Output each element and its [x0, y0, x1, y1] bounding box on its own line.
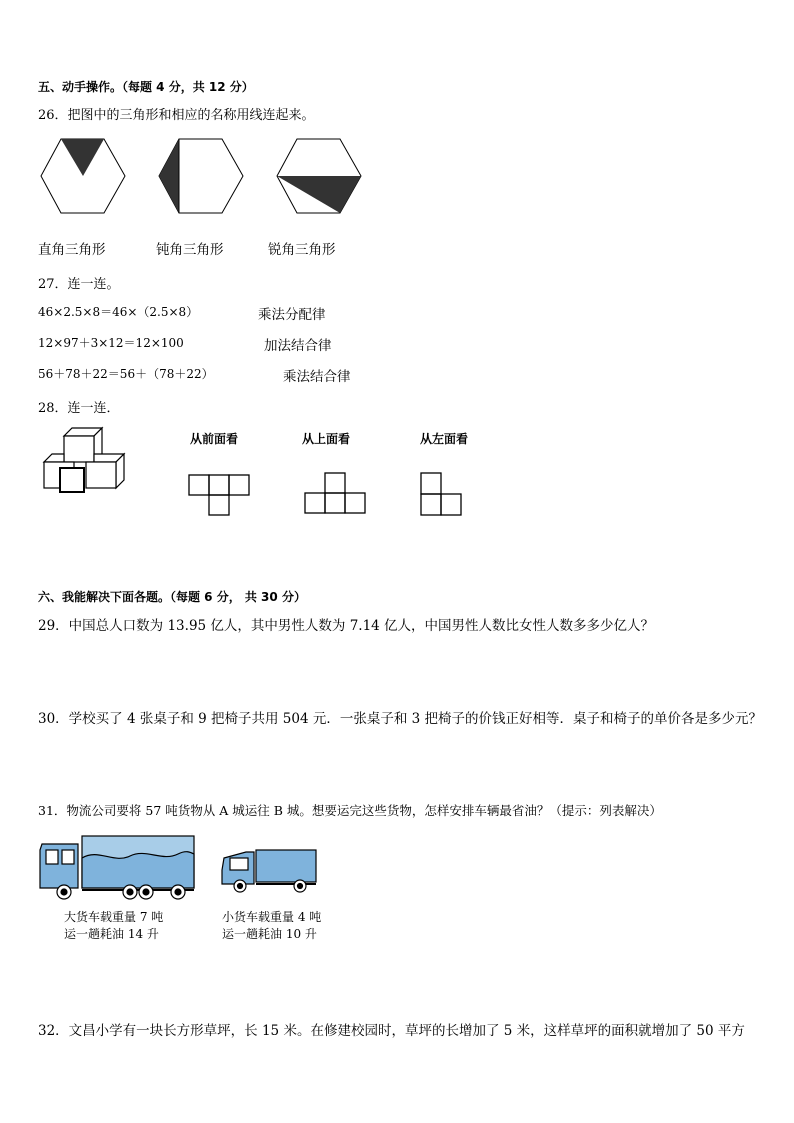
shape-front-view[interactable]	[188, 474, 250, 516]
view-top-label[interactable]: 从上面看	[302, 432, 351, 446]
label-acute-triangle[interactable]: 锐角三角形	[268, 242, 336, 258]
label-right-triangle[interactable]: 直角三角形	[38, 242, 106, 258]
small-truck-capacity: 小货车载重量 4 吨	[222, 910, 322, 924]
q27-law-1[interactable]: 乘法分配律	[258, 307, 326, 323]
hexagon-acute-triangle-figure[interactable]	[276, 138, 362, 214]
q29-stem: 29．中国总人口数为 13.95 亿人，其中男性人数为 7.14 亿人，中国男性人数比女性人数多多少亿人？	[38, 618, 655, 634]
hexagon-right-triangle-figure[interactable]	[40, 138, 126, 214]
q27-equation-2[interactable]: 12×97＋3×12＝12×100	[38, 336, 184, 350]
section6-heading: 六、我能解决下面各题。（每题 6 分， 共 30 分）	[38, 590, 306, 604]
big-truck-icon	[38, 834, 198, 904]
cube-stack-figure	[42, 428, 138, 494]
view-front-label[interactable]: 从前面看	[190, 432, 239, 446]
q27-law-3[interactable]: 乘法结合律	[283, 369, 351, 385]
q27-stem: 27．连一连。	[38, 277, 120, 292]
q32-stem: 32．文昌小学有一块长方形草坪，长 15 米。在修建校园时，草坪的长增加了 5 米，这样草坪的面积就增加了 50 平方	[38, 1023, 745, 1039]
big-truck-capacity: 大货车载重量 7 吨	[64, 910, 164, 924]
shape-left-view[interactable]	[420, 472, 462, 516]
q27-equation-3[interactable]: 56＋78＋22＝56＋（78＋22）	[38, 367, 214, 381]
small-truck-icon	[220, 846, 320, 894]
q27-law-2[interactable]: 加法结合律	[264, 338, 332, 354]
q26-stem: 26．把图中的三角形和相应的名称用线连起来。	[38, 108, 315, 123]
shape-top-view[interactable]	[304, 472, 366, 514]
q31-stem: 31．物流公司要将 57 吨货物从 A 城运往 B 城。想要运完这些货物，怎样安排车辆最省油？（提示：列表解决）	[38, 803, 662, 818]
section5-heading: 五、动手操作。（每题 4 分，共 12 分）	[38, 80, 254, 94]
hexagon-obtuse-triangle-figure[interactable]	[158, 138, 244, 214]
small-truck-fuel: 运一趟耗油 10 升	[222, 927, 317, 941]
view-left-label[interactable]: 从左面看	[420, 432, 469, 446]
big-truck-fuel: 运一趟耗油 14 升	[64, 927, 159, 941]
q28-stem: 28．连一连．	[38, 401, 120, 416]
q30-stem: 30．学校买了 4 张桌子和 9 把椅子共用 504 元．一张桌子和 3 把椅子的价钱正好相等．桌子和椅子的单价各是多少元？	[38, 711, 763, 727]
q27-equation-1[interactable]: 46×2.5×8＝46×（2.5×8）	[38, 305, 199, 319]
label-obtuse-triangle[interactable]: 钝角三角形	[156, 242, 224, 258]
